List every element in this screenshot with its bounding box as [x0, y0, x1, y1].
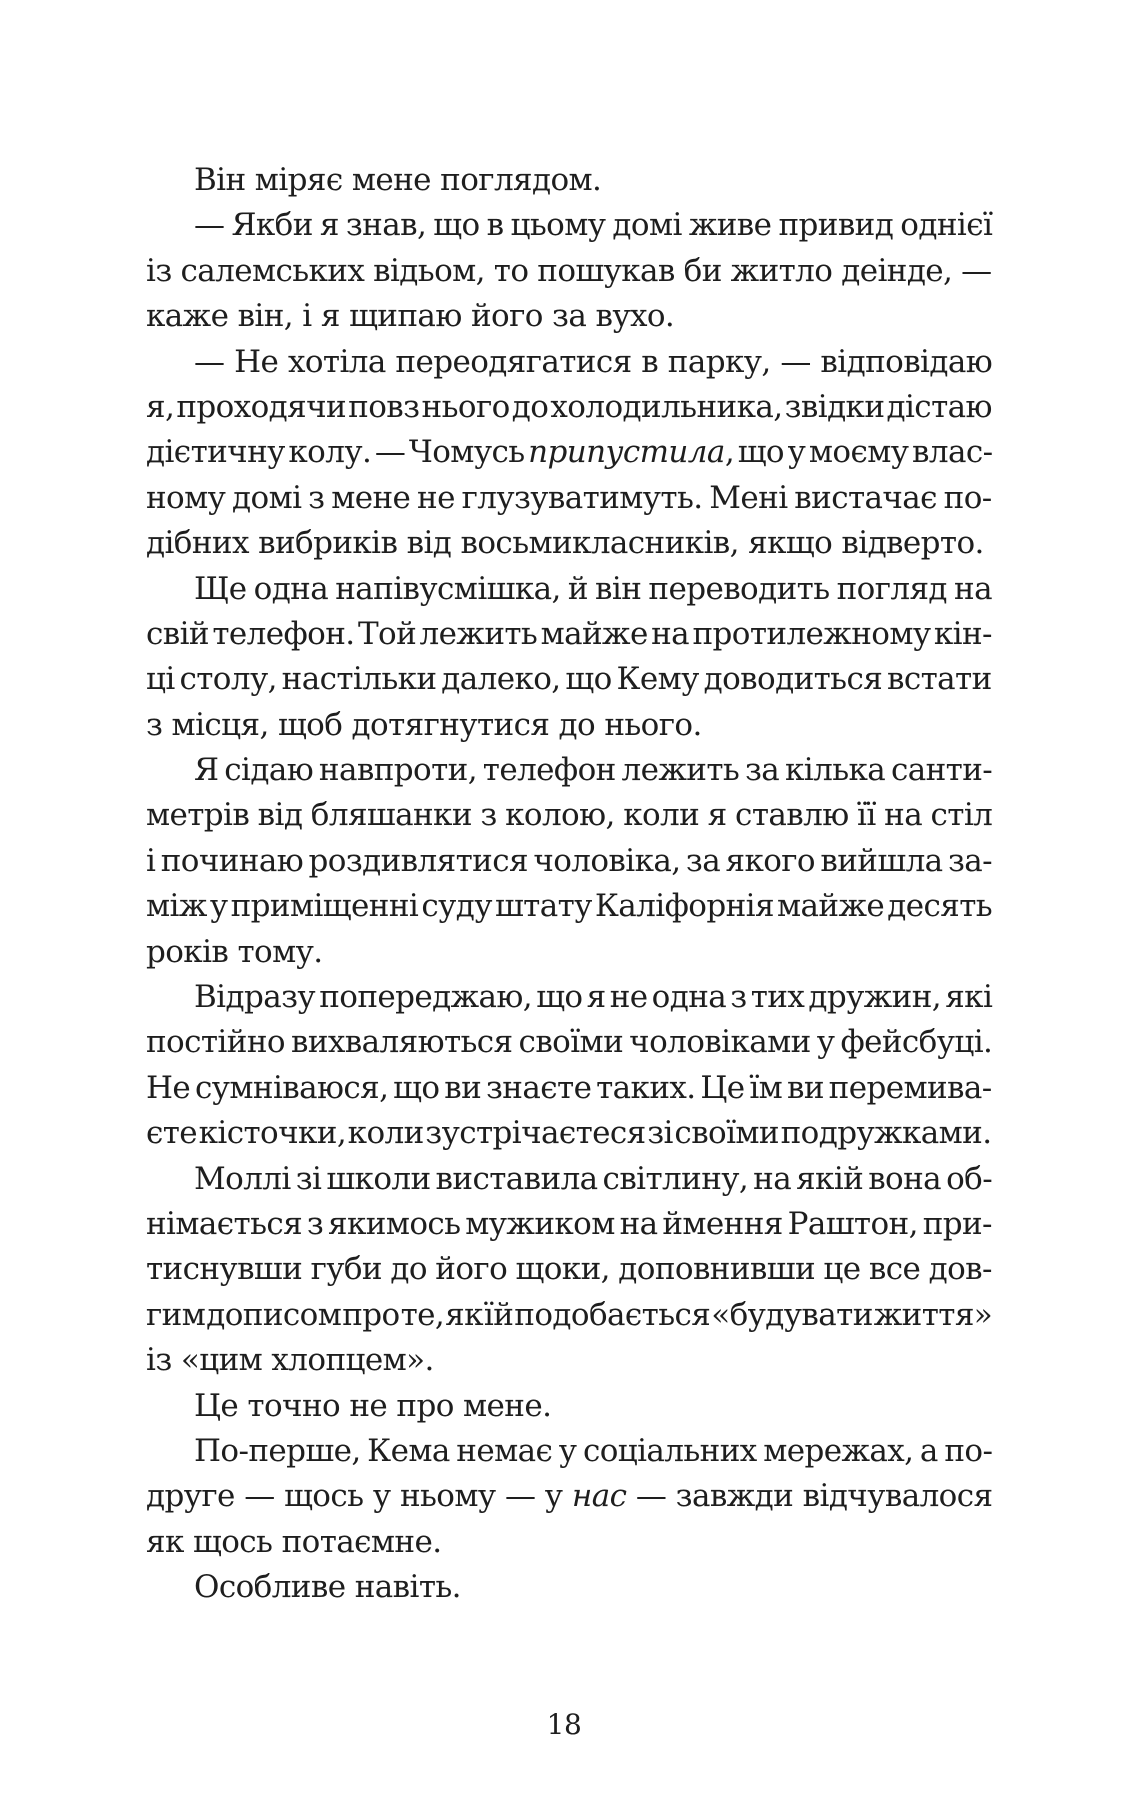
line-content — [194, 340, 992, 385]
line-content — [146, 1338, 434, 1383]
text-segment: Я сідаю навпроти, телефон лежить за кілька санти- — [194, 752, 993, 789]
line-content — [146, 1293, 992, 1338]
text-segment: По-перше, Кема немає у соціальних мережах, а по- — [194, 1432, 993, 1469]
text-line — [146, 1338, 992, 1383]
text-segment: гим дописом про те, як їй подобається «будувати життя» — [146, 1296, 993, 1333]
text-segment: з місця, щоб дотягнутися до нього. — [146, 706, 702, 743]
line-content — [146, 385, 992, 430]
text-segment: свій телефон. Той лежить майже на протилежному кін- — [146, 615, 992, 652]
text-line — [146, 158, 992, 203]
line-content — [194, 1384, 551, 1429]
text-segment: постійно вихваляються своїми чоловіками у фейсбуці. — [146, 1024, 993, 1061]
line-content — [194, 1565, 461, 1610]
text-segment: ці столу, настільки далеко, що Кему доводиться встати — [146, 661, 992, 698]
text-segment: дієтичну колу. — Чомусь — [146, 434, 529, 471]
line-content — [146, 476, 992, 521]
text-segment: — Якби я знав, що в цьому домі живе привид однієї — [194, 207, 993, 244]
line-content — [194, 567, 992, 612]
text-segment: дібних вибриків від восьмикласників, якщо відверто. — [146, 525, 984, 562]
line-content — [146, 1066, 992, 1111]
text-segment: і починаю роздивлятися чоловіка, за якого вийшла за- — [146, 842, 993, 879]
body-text — [146, 158, 992, 1611]
text-segment: Він міряє мене поглядом. — [194, 162, 602, 198]
text-line — [146, 1247, 992, 1292]
text-segment: Моллі зі школи виставила світлину, на якій вона об- — [194, 1160, 993, 1197]
text-line — [146, 657, 992, 702]
text-line — [146, 249, 992, 294]
text-line — [146, 1384, 992, 1429]
text-segment: — завжди відчувалося — [626, 1478, 993, 1515]
text-segment: єте кісточки, коли зустрічаєтеся зі своїми подружками. — [146, 1115, 992, 1152]
line-content — [194, 1429, 992, 1474]
text-line — [146, 975, 992, 1020]
text-segment: Не сумніваюся, що ви знаєте таких. Це їм ви перемива- — [146, 1069, 992, 1106]
text-segment: , що у моєму влас- — [724, 434, 993, 471]
text-line — [146, 521, 992, 566]
text-segment: — Не хотіла переодягатися в парку, — відповідаю — [194, 343, 993, 380]
text-line — [146, 1157, 992, 1202]
text-line — [146, 839, 992, 884]
line-content — [146, 703, 702, 748]
text-segment: Відразу попереджаю, що я не одна з тих дружин, які — [194, 979, 993, 1016]
line-content — [146, 612, 992, 657]
line-content — [146, 1202, 992, 1247]
line-content — [146, 249, 992, 294]
text-segment: ному домі з мене не глузуватимуть. Мені вистачає по- — [146, 479, 992, 516]
text-line — [146, 1202, 992, 1247]
text-segment: я, проходячи повз нього до холодильника, звідки дістаю — [146, 388, 992, 425]
page-number: 18 — [546, 1708, 582, 1741]
text-segment: як щось потаємне. — [146, 1523, 442, 1560]
text-line — [146, 294, 992, 339]
line-content — [146, 294, 674, 339]
line-content — [194, 975, 992, 1020]
text-segment: із «цим хлопцем». — [146, 1342, 434, 1379]
text-segment: німається з якимось мужиком на ймення Раштон, при- — [146, 1205, 992, 1242]
line-content — [194, 748, 992, 793]
text-line — [146, 748, 992, 793]
line-content — [146, 521, 984, 566]
text-line — [146, 793, 992, 838]
text-line — [146, 1066, 992, 1111]
line-content — [146, 793, 992, 838]
text-line — [146, 1520, 992, 1565]
text-segment: каже він, і я щипаю його за вухо. — [146, 298, 675, 335]
text-line — [146, 1020, 992, 1065]
italic-text: припустила — [528, 434, 725, 471]
text-segment: із салемських відьом, то пошукав би житло деінде, — — [146, 252, 992, 289]
italic-text: нас — [571, 1478, 627, 1515]
line-content — [146, 1020, 992, 1065]
line-content — [146, 930, 323, 975]
line-content — [146, 1474, 992, 1519]
text-segment: Особливе навіть. — [194, 1569, 461, 1606]
text-line — [146, 1429, 992, 1474]
text-segment: між у приміщенні суду штату Каліфорнія майже десять — [146, 888, 993, 925]
text-line — [146, 703, 992, 748]
text-line — [146, 884, 992, 929]
text-segment: тиснувши губи до його щоки, доповнивши це все дов- — [146, 1251, 992, 1288]
text-line — [146, 567, 992, 612]
text-segment: друге — щось у ньому — у — [146, 1478, 572, 1515]
line-content — [146, 1111, 992, 1156]
text-segment: років тому. — [146, 933, 323, 970]
line-content — [146, 430, 992, 475]
line-content — [146, 839, 992, 884]
text-segment: метрів від бляшанки з колою, коли я ставлю її на стіл — [146, 797, 993, 834]
text-line — [146, 1565, 992, 1610]
line-content — [146, 1520, 441, 1565]
text-line — [146, 1111, 992, 1156]
text-line — [146, 1293, 992, 1338]
text-line — [146, 430, 992, 475]
text-line — [146, 476, 992, 521]
text-line — [146, 612, 992, 657]
text-line — [146, 1474, 992, 1519]
text-line — [146, 340, 992, 385]
line-content — [146, 657, 992, 702]
line-content — [146, 1247, 992, 1292]
text-segment: Це точно не про мене. — [194, 1387, 552, 1424]
line-content — [146, 884, 992, 929]
text-segment: Ще одна напівусмішка, й він переводить погляд на — [194, 570, 992, 607]
line-content — [194, 203, 992, 248]
text-line — [146, 385, 992, 430]
text-line — [146, 930, 992, 975]
line-content — [194, 158, 601, 203]
line-content — [194, 1157, 992, 1202]
text-line — [146, 203, 992, 248]
